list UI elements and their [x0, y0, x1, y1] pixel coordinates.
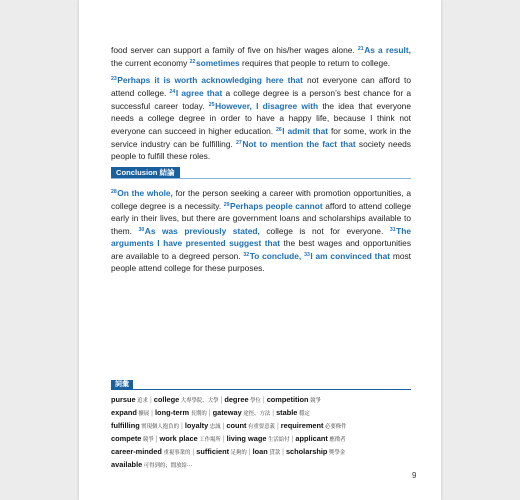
vocabulary-term: work place: [159, 434, 198, 443]
vocabulary-header: [111, 380, 411, 390]
vocabulary-gloss: 學位: [250, 398, 261, 404]
vocabulary-gloss: 追求: [137, 398, 148, 404]
vocabulary-term: college: [153, 395, 180, 404]
paragraph-text: [111, 43, 411, 69]
transition-phrase: I admit that: [282, 126, 329, 136]
transition-phrase: The arguments I have presented suggest that: [111, 226, 411, 248]
vocabulary-row: [111, 446, 411, 459]
vocabulary-gloss: 有重要意義: [247, 424, 275, 430]
vocabulary-item: [226, 421, 275, 430]
vocabulary-term: expand: [111, 408, 137, 417]
vocabulary-term: count: [226, 421, 247, 430]
vocabulary-gloss: 途徑、方法: [243, 411, 271, 417]
sentence-text: the current economy: [111, 58, 190, 68]
sentence-number: 22: [189, 59, 196, 65]
transition-phrase: However, I disagree with: [215, 101, 319, 111]
vocabulary-item: [160, 434, 221, 443]
vocabulary-term: loan: [252, 447, 268, 456]
vocabulary-gloss: 競爭: [142, 437, 154, 443]
paragraph-counterargument: [111, 73, 411, 162]
vocabulary-item: [111, 421, 179, 430]
sentence-number: 30: [138, 227, 145, 233]
vocabulary-gloss: 競爭: [310, 398, 321, 404]
sentence-number: 33: [304, 252, 310, 258]
vocabulary-separator: |: [276, 423, 279, 430]
vocabulary-row: [111, 407, 411, 420]
vocabulary-term: fulfilling: [111, 421, 140, 430]
transition-phrase: Perhaps people cannot: [230, 201, 323, 211]
vocabulary-item: [267, 395, 321, 404]
vocabulary-row: [111, 394, 411, 407]
vocabulary-separator: |: [262, 397, 265, 404]
sentence-text: the best wages and opportunities are available to a degreed person.: [111, 238, 412, 261]
vocabulary-item: [111, 408, 149, 417]
vocabulary-term: loyalty: [184, 421, 209, 430]
sentence-number: 29: [223, 202, 230, 208]
sentence-text: for the person seeking a career with promotion opportunities, a college degree is a necessity.: [111, 188, 411, 211]
sentence-text: society needs people to fulfill these roles.: [111, 139, 411, 161]
sentence-number: 31: [389, 227, 396, 233]
paragraph-intro-continued: [111, 43, 411, 69]
vocabulary-gloss: 可得到的；閒放給⋯: [143, 463, 193, 469]
vocabulary-term: pursue: [111, 395, 136, 404]
vocabulary-list: [111, 394, 411, 472]
conclusion-divider: [111, 178, 411, 179]
vocabulary-item: [111, 447, 190, 456]
textbook-page: [79, 0, 441, 500]
vocabulary-gloss: 大專學院、大學: [180, 398, 219, 404]
vocabulary-separator: |: [180, 423, 183, 430]
vocabulary-term: applicant: [295, 434, 328, 443]
vocabulary-item: [276, 408, 310, 417]
vocabulary-item: [111, 434, 154, 443]
transition-phrase: I am convinced that: [310, 251, 391, 261]
transition-phrase: As a result,: [364, 45, 411, 55]
vocabulary-item: [227, 434, 290, 443]
paragraph-text: [111, 186, 411, 274]
vocabulary-separator: |: [272, 410, 275, 417]
vocabulary-term: available: [111, 460, 143, 469]
vocabulary-gloss: 獎學金: [328, 450, 346, 456]
vocabulary-term: degree: [224, 395, 249, 404]
vocabulary-separator: |: [222, 423, 225, 430]
vocabulary-row: [111, 459, 411, 472]
sentence-text: most people attend college for these purposes.: [111, 251, 412, 273]
vocabulary-item: [224, 395, 261, 404]
vocabulary-gloss: 必要條件: [325, 424, 347, 430]
vocabulary-gloss: 足夠的: [230, 450, 247, 456]
transition-phrase: I agree that: [175, 88, 223, 98]
vocabulary-item: [286, 447, 345, 456]
vocabulary-item: [253, 447, 281, 456]
vocabulary-separator: |: [291, 436, 294, 443]
vocabulary-separator: |: [151, 410, 153, 417]
sentence-text: the idea that everyone needs a college degree in order to have a happy life, because I think not everyone can succeed in higher education.: [111, 101, 411, 136]
vocabulary-item: [281, 421, 347, 430]
transition-phrase: On the whole,: [117, 188, 173, 198]
sentence-text: not everyone can afford to attend college.: [111, 75, 411, 98]
vocabulary-gloss: 生活給付: [267, 437, 290, 443]
vocabulary-divider: [111, 389, 411, 390]
vocabulary-separator: |: [155, 436, 158, 443]
vocabulary-gloss: 應徵者: [329, 437, 346, 443]
sentence-number: 21: [357, 46, 364, 52]
sentence-text: food server can support a family of five on his/her wages alone.: [111, 45, 358, 55]
vocabulary-gloss: 忠誠: [209, 424, 221, 430]
vocabulary-separator: |: [282, 449, 284, 456]
sentence-number: 28: [111, 189, 117, 195]
vocabulary-item: [185, 421, 221, 430]
vocabulary-term: compete: [111, 434, 142, 443]
vocabulary-item: [111, 395, 148, 404]
vocabulary-gloss: 穩定: [298, 411, 310, 417]
vocabulary-term: gateway: [212, 408, 242, 417]
sentence-number: 24: [169, 89, 176, 95]
sentence-text: college is not for everyone.: [259, 226, 390, 236]
paragraph-text: [111, 73, 411, 162]
vocabulary-term: competition: [266, 395, 309, 404]
vocabulary-term: stable: [276, 408, 298, 417]
sentence-text: requires that people to return to college.: [239, 58, 391, 68]
vocabulary-separator: |: [149, 397, 152, 404]
vocabulary-term: career-minded: [111, 447, 162, 456]
vocabulary-gloss: 貸款: [269, 450, 281, 456]
vocabulary-gloss: 實現個人抱負的: [141, 424, 179, 430]
paragraph-conclusion: [111, 186, 411, 274]
vocabulary-separator: |: [220, 397, 223, 404]
sentence-text: a college degree is a person’s best chance for a successful career today.: [111, 88, 411, 111]
vocabulary-separator: |: [208, 410, 211, 417]
vocabulary-label: 詞彙: [111, 380, 133, 390]
vocabulary-term: requirement: [280, 421, 324, 430]
vocabulary-separator: |: [222, 436, 225, 443]
sentence-number: 26: [275, 127, 282, 133]
vocabulary-item: [295, 434, 345, 443]
transition-phrase: sometimes: [195, 58, 240, 68]
vocabulary-separator: |: [192, 449, 195, 456]
vocabulary-gloss: 擴展: [138, 411, 150, 417]
vocabulary-gloss: 長期的: [190, 411, 207, 417]
page-number: 9: [412, 471, 417, 480]
vocabulary-item: [111, 460, 192, 469]
vocabulary-term: sufficient: [196, 447, 230, 456]
vocabulary-term: living wage: [226, 434, 267, 443]
vocabulary-item: [196, 447, 247, 456]
vocabulary-term: scholarship: [285, 447, 328, 456]
sentence-text: for some, work in the service industry can be fulfilling.: [111, 126, 411, 149]
sentence-number: 25: [208, 102, 215, 108]
transition-phrase: To conclude,: [249, 251, 302, 261]
vocabulary-row: [111, 420, 411, 433]
vocabulary-gloss: 工作場所: [199, 437, 221, 443]
sentence-number: 23: [111, 76, 117, 82]
sentence-text: afford to attend college early in their lives, but there are government loans and scholarships available to them.: [111, 201, 411, 236]
vocabulary-term: long-term: [155, 408, 190, 417]
conclusion-section-label: Conclusion 結論: [111, 167, 180, 178]
vocabulary-item: [155, 408, 207, 417]
vocabulary-row: [111, 433, 411, 446]
transition-phrase: Perhaps it is worth acknowledging here that: [117, 75, 303, 85]
vocabulary-separator: |: [248, 449, 251, 456]
vocabulary-item: [154, 395, 219, 404]
transition-phrase: Not to mention the fact that: [242, 139, 356, 149]
sentence-number: 32: [243, 252, 250, 258]
sentence-number: 27: [236, 140, 242, 146]
vocabulary-gloss: 重視事業的: [163, 450, 191, 456]
vocabulary-item: [213, 408, 271, 417]
transition-phrase: As was previously stated,: [144, 226, 260, 236]
